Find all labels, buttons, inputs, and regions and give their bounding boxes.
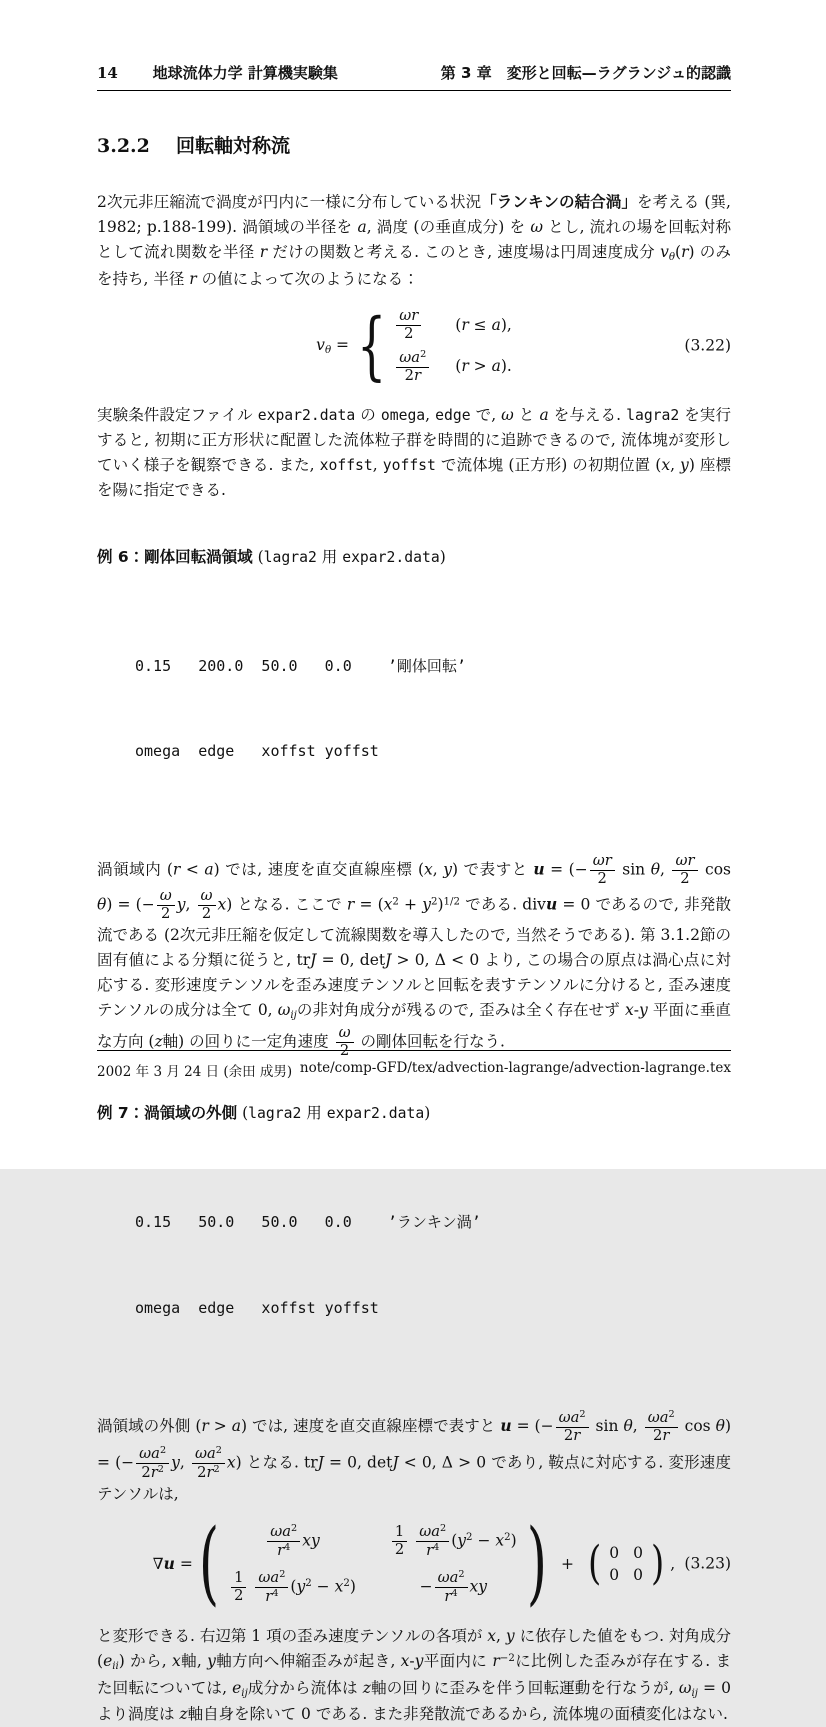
code-line-values: 0.15 200.0 50.0 0.0 ’剛体回転’ [135,656,466,675]
zero-cell-11: 0 [609,1543,620,1562]
code-block-example-6 [135,595,731,823]
example-6-title-suffix: (lagra2 用 expar2.data) [252,547,446,566]
header-chapter-title: 第 3 章 変形と回転—ラグランジュ的認識 [440,64,731,82]
matrix-cell-12: $\frac{1}{2}$ $\frac{\omega a^2}{r^4}$ $(y^2 - x^2)$ [390,1523,517,1560]
equation-number-3-22: (3.22) [684,336,731,355]
footer-file-path: note/comp-GFD/tex/advection-lagrange/advection-lagrange.tex [299,1060,731,1076]
equation-3-22 [97,301,731,389]
eq323-lhs: ∇u = [152,1554,193,1573]
code-line-labels: omega edge xoffst yoffst [135,1298,379,1317]
paragraph-rankine-intro: 2次元非圧縮流で渦度が円内に一様に分布している状況「ランキンの結合渦」を考える (巽, 1982; p.188-199). 渦領域の半径を a, 渦度 (の垂直成分) を ω とし, 流れの場を回転対称として流れ関数を半径 r だけの関数と考える. このとき, 速度場は円周速度成分 $v_\theta(r)$ のみを持ち, 半径 r の値によって次のようになる： [97,193,731,288]
eq322-case1-condition: (r ≤ a), [455,316,512,335]
paragraph-experiment-file: 実験条件設定ファイル expar2.data の omega, edge で, ω と a を与える. lagra2 を実行すると, 初期に正方形状に配置した流体粒子群を時間的に追跡できるので, 流体塊が変形していく様子を観察できる. また, xoffst, yoffst で流体塊 (正方形) の初期位置 (x, y) 座標を陽に指定できる. [97,405,731,499]
example-7-heading [97,1101,731,1123]
matrix-cell-22: − $\frac{\omega a^2}{r^4}$ xy [419,1569,488,1605]
plus-operator: + [561,1555,574,1573]
trailing-comma: , [670,1555,676,1573]
header-left [97,62,338,83]
right-paren-icon: ) [526,1511,547,1617]
eq322-case1-value: $\frac{\omega r}{2}$ [394,308,423,343]
code-line-values: 0.15 50.0 50.0 0.0 ’ランキン渦’ [135,1213,481,1232]
example-6-title: 例 6：剛体回転渦領域 [97,547,253,566]
eq322-case2-condition: (r > a). [455,357,512,376]
running-header [97,62,731,91]
zero-cell-12: 0 [633,1543,644,1562]
strain-rate-matrix [229,1523,517,1606]
right-paren-icon: ) [651,1536,665,1591]
matrix-cell-21: $\frac{1}{2}$ $\frac{\omega a^2}{r^4}$ $(y^2 - x^2)$ [229,1569,356,1606]
zero-cell-21: 0 [609,1566,620,1585]
left-brace-icon: { [357,301,387,389]
example-7-title-suffix: (lagra2 用 expar2.data) [237,1104,431,1123]
paragraph-strain-discussion: と変形できる. 右辺第 1 項の歪み速度テンソルの各項が x, y に依存した値をもつ. 対角成分 $(e_{ii})$ から, x軸, y軸方向へ伸縮歪みが起き, x-y平面内に $r^{-2}$に比例した歪みが存在する. また回転については, $e_{ij}$成分から流体は z軸の回りに歪みを伴う回転運動を行なうが, $\omega_{ij} = 0$ より渦度は z軸自身を除いて 0 である. また非発散流であるから, 流体塊の面積変化はない. [97,1626,732,1724]
page-number: 14 [97,64,118,82]
section-heading [97,131,731,158]
section-number: 3.2.2 [97,135,150,157]
eq322-cases [394,308,512,385]
example-6-heading [97,545,731,567]
equation-number-3-23: (3.23) [684,1555,731,1573]
zero-matrix [609,1544,643,1585]
left-paren-icon: ( [588,1536,602,1591]
zero-cell-22: 0 [633,1566,644,1585]
code-block-example-7 [135,1151,731,1379]
paragraph-inside-vortex: 渦領域内 (r < a) では, 速度を直交直線座標 (x, y) で表すと u = (− $\frac{\omega r}{2}$ sin θ, $\frac{\omega r}{2}$ cos θ) = (− $\frac{\omega}{2}$ y, $\frac{\omega}{2}$ x) となる. ここで $r = (x^2 + y^2)^{1/2}$ である. divu = 0 であるので, 非発散流である (2次元非圧縮を仮定して流線関数を導入したので, 当然そうである). 第 3.1.2節の固有値による分類に従うと, trJ = 0, detJ > 0, Δ < 0 より, この場合の原点は渦心点に対応する. 変形速度テンソルを歪み速度テンソルと回転を表すテンソルに分けると, 歪み速度テンソルの成分は全て 0, $\omega_{ij}$の非対角成分が残るので, 歪みは全く存在せず x-y 平面に垂直な方向 (z軸) の回りに一定角速度 $\frac{\omega}{2}$ の剛体回転を行なう. [97,851,731,1059]
matrix-cell-11: $\frac{\omega a^2}{r^4}$ xy [265,1523,319,1560]
equation-3-23 [97,1511,731,1617]
code-line-labels: omega edge xoffst yoffst [135,742,379,761]
header-book-title: 地球流体力学 計算機実験集 [152,64,338,82]
page-footer [97,1050,731,1080]
eq322-lhs: $v_\theta$ = [316,335,350,356]
section-title: 回転軸対称流 [175,135,290,157]
paragraph-outside-vortex: 渦領域の外側 (r > a) では, 速度を直交直線座標で表すと u = (− $\frac{\omega a^2}{2r}$ sin θ, $\frac{\omega a^2}{2r}$ cos θ) = (− $\frac{\omega a^2}{2r^2}$ y, $\frac{\omega a^2}{2r^2}$ x) となる. trJ = 0, detJ < 0, Δ > 0 であり, 鞍点に対応する. 変形速度テンソルは, [97,1409,732,1503]
left-paren-icon: ( [198,1511,220,1617]
footer-date: 2002 年 3 月 24 日 (余田 成男) [97,1064,293,1080]
example-7-title: 例 7：渦領域の外側 [97,1104,238,1123]
eq322-case2-value: $\frac{\omega a^2}{2r}$ [394,349,431,385]
